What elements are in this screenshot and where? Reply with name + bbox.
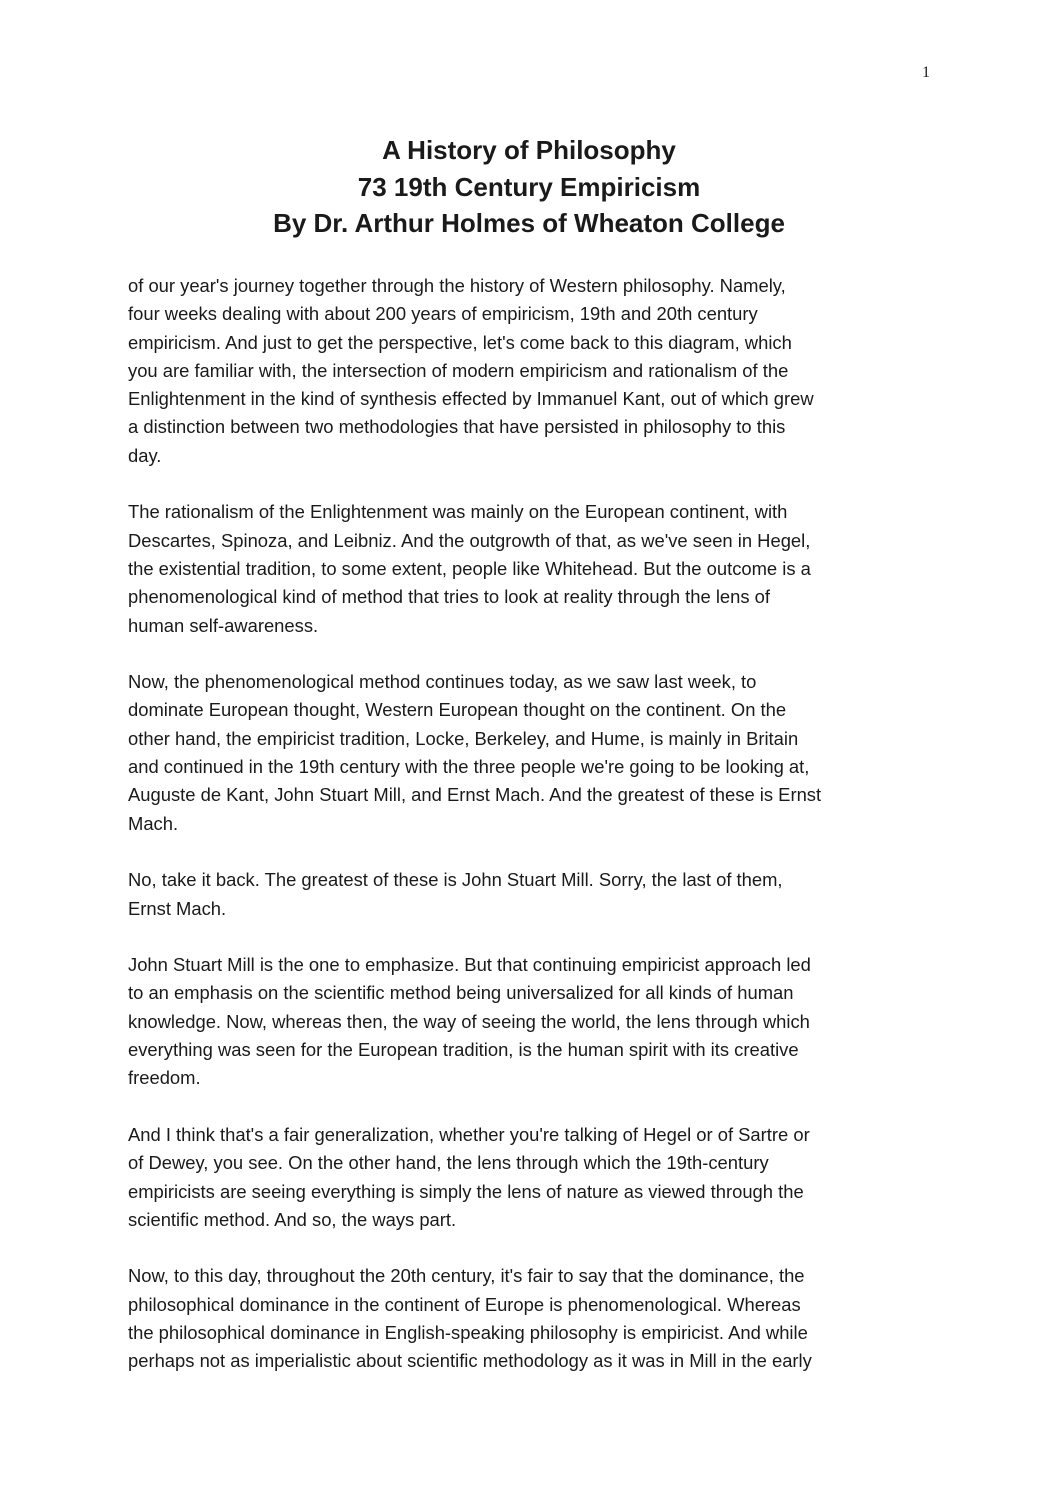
text-line: Auguste de Kant, John Stuart Mill, and Ernst Mach. And the greatest of these is Ernst: [128, 784, 822, 806]
text-line: And I think that's a fair generalization, whether you're talking of Hegel or of Sartre or: [128, 1123, 810, 1145]
paragraph-1: [128, 272, 940, 470]
text-line: Ernst Mach.: [128, 897, 227, 919]
title-line-3: By Dr. Arthur Holmes of Wheaton College: [273, 208, 785, 238]
text-line: Now, the phenomenological method continues today, as we saw last week, to: [128, 671, 757, 693]
text-line: other hand, the empiricist tradition, Locke, Berkeley, and Hume, is mainly in Britain: [128, 727, 799, 749]
text-line: John Stuart Mill is the one to emphasize. But that continuing empiricist approach led: [128, 954, 811, 976]
text-line: and continued in the 19th century with the three people we're going to be looking at,: [128, 756, 810, 778]
text-line: the philosophical dominance in English-speaking philosophy is empiricist. And while: [128, 1321, 808, 1343]
text-line: of Dewey, you see. On the other hand, the lens through which the 19th-century: [128, 1152, 769, 1174]
paragraph-6: [128, 1121, 940, 1234]
text-line: day.: [128, 444, 162, 466]
page-number: 1: [922, 64, 930, 81]
body-text: [128, 272, 940, 1404]
paragraph-7: [128, 1262, 940, 1375]
text-line: everything was seen for the European tradition, is the human spirit with its creative: [128, 1039, 799, 1061]
text-line: The rationalism of the Enlightenment was mainly on the European continent, with: [128, 501, 788, 523]
paragraph-2: [128, 498, 940, 639]
text-line: No, take it back. The greatest of these is John Stuart Mill. Sorry, the last of them,: [128, 869, 783, 891]
text-line: Enlightenment in the kind of synthesis effected by Immanuel Kant, out of which grew: [128, 388, 814, 410]
text-line: four weeks dealing with about 200 years of empiricism, 19th and 20th century: [128, 303, 758, 325]
text-line: freedom.: [128, 1067, 201, 1089]
paragraph-5: [128, 951, 940, 1092]
title-line-1: A History of Philosophy: [382, 135, 676, 165]
text-line: knowledge. Now, whereas then, the way of seeing the world, the lens through which: [128, 1010, 810, 1032]
text-line: human self-awareness.: [128, 614, 319, 636]
text-line: the existential tradition, to some extent, people like Whitehead. But the outcome is a: [128, 557, 811, 579]
text-line: a distinction between two methodologies that have persisted in philosophy to this: [128, 416, 786, 438]
text-line: phenomenological kind of method that tries to look at reality through the lens of: [128, 586, 771, 608]
text-line: Mach.: [128, 812, 179, 834]
text-line: of our year's journey together through the history of Western philosophy. Namely,: [128, 275, 786, 296]
text-line: empiricism. And just to get the perspective, let's come back to this diagram, which: [128, 331, 792, 353]
text-line: scientific method. And so, the ways part.: [128, 1208, 457, 1230]
paragraph-3: [128, 668, 940, 838]
paragraph-4: [128, 866, 940, 923]
text-line: to an emphasis on the scientific method being universalized for all kinds of human: [128, 982, 794, 1004]
text-line: dominate European thought, Western European thought on the continent. On the: [128, 699, 787, 721]
text-line: perhaps not as imperialistic about scientific methodology as it was in Mill in the early: [128, 1350, 812, 1372]
text-line: Now, to this day, throughout the 20th century, it's fair to say that the dominance, the: [128, 1265, 805, 1287]
text-line: philosophical dominance in the continent of Europe is phenomenological. Whereas: [128, 1293, 801, 1315]
text-line: Descartes, Spinoza, and Leibniz. And the outgrowth of that, as we've seen in Hegel,: [128, 529, 811, 551]
text-line: empiricists are seeing everything is simply the lens of nature as viewed through the: [128, 1180, 804, 1202]
text-line: you are familiar with, the intersection of modern empiricism and rationalism of the: [128, 359, 789, 381]
title-line-2: 73 19th Century Empiricism: [357, 171, 701, 202]
document-title: [128, 132, 930, 242]
